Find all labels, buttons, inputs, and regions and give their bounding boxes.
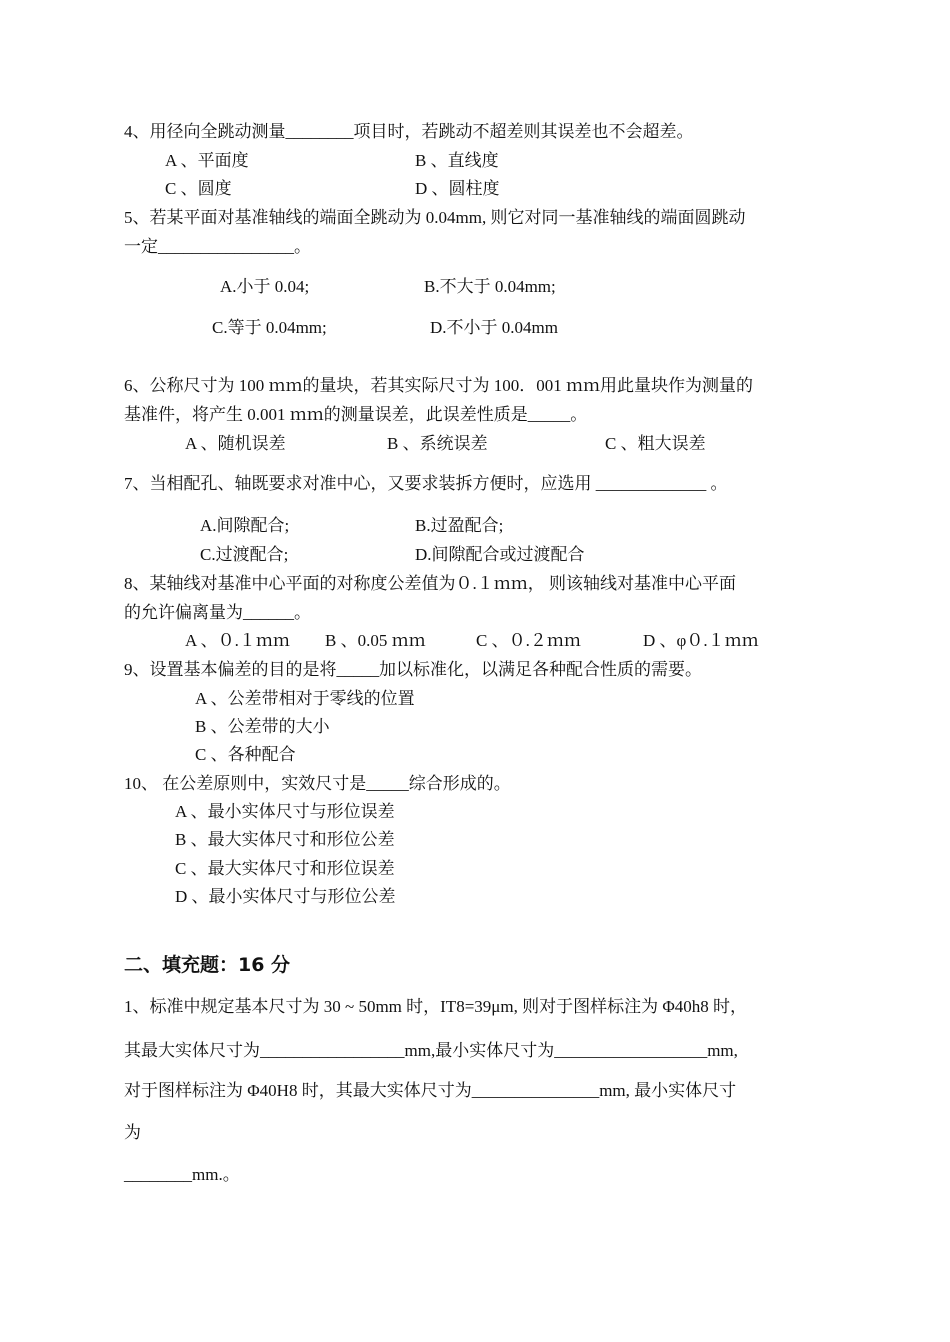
q9-stem: 9、设置基本偏差的目的是将_____加以标准化，以满足各种配合性质的需要。 bbox=[124, 660, 702, 679]
q7-option-b: B.过盈配合; bbox=[415, 516, 504, 535]
q5-stem-line1: 5、若某平面对基准轴线的端面全跳动为 0.04mm, 则它对同一基准轴线的端面圆跳动 bbox=[124, 208, 746, 227]
q5-option-c: C.等于 0.04mm; bbox=[212, 318, 327, 337]
q4-option-a: A 、平面度 bbox=[165, 151, 249, 170]
q4-option-c: C 、圆度 bbox=[165, 179, 232, 198]
fill-line-4: 为 bbox=[124, 1123, 141, 1142]
q6-option-b: B 、系统误差 bbox=[387, 434, 488, 453]
q4-option-b: B 、直线度 bbox=[415, 151, 499, 170]
q10-option-c: C 、最大实体尺寸和形位误差 bbox=[175, 859, 395, 878]
fill-line-3: 对于图样标注为 Φ40H8 时，其最大实体尺寸为_______________mm, 最小实体尺寸 bbox=[124, 1081, 737, 1100]
q8-option-b: B 、0.05 ｍｍ bbox=[325, 631, 426, 650]
q10-stem: 10、 在公差原则中，实效尺寸是_____综合形成的。 bbox=[124, 774, 511, 793]
q5-option-d: D.不小于 0.04mm bbox=[430, 318, 558, 337]
q7-option-d: D.间隙配合或过渡配合 bbox=[415, 545, 585, 564]
q8-option-d: D 、φ０.１ｍｍ bbox=[643, 631, 759, 650]
q4-option-d: D 、圆柱度 bbox=[415, 179, 500, 198]
fill-line-2: 其最大实体尺寸为_________________mm,最小实体尺寸为__________________mm, bbox=[124, 1041, 738, 1060]
q10-option-b: B 、最大实体尺寸和形位公差 bbox=[175, 830, 395, 849]
q7-option-a: A.间隙配合; bbox=[200, 516, 290, 535]
fill-line-5: ________mm.。 bbox=[124, 1165, 240, 1184]
q5-option-b: B.不大于 0.04mm; bbox=[424, 277, 556, 296]
q5-option-a: A.小于 0.04; bbox=[220, 277, 310, 296]
q6-stem-line1: 6、公称尺寸为 100 ｍｍ的量块，若其实际尺寸为 100．001 ｍｍ用此量块作为测量的 bbox=[124, 376, 753, 395]
q6-stem-line2: 基准件，将产生 0.001 ｍｍ的测量误差，此误差性质是_____。 bbox=[124, 405, 588, 424]
q5-stem-line2: 一定________________。 bbox=[124, 237, 311, 256]
q8-option-a: A 、０.１ｍｍ bbox=[185, 631, 290, 650]
q8-option-c: C 、０.２ｍｍ bbox=[476, 631, 581, 650]
q7-option-c: C.过渡配合; bbox=[200, 545, 289, 564]
q8-stem-line1: 8、某轴线对基准中心平面的对称度公差值为０.１ｍｍ， 则该轴线对基准中心平面 bbox=[124, 574, 736, 593]
section-heading: 二、填充题：16 分 bbox=[124, 954, 291, 976]
q9-option-c: C 、各种配合 bbox=[195, 745, 296, 764]
q6-option-c: C 、粗大误差 bbox=[605, 434, 706, 453]
q10-option-d: D 、最小实体尺寸与形位公差 bbox=[175, 887, 396, 906]
q7-stem: 7、当相配孔、轴既要求对准中心，又要求装拆方便时，应选用 _____________ 。 bbox=[124, 474, 728, 493]
q8-stem-line2: 的允许偏离量为______。 bbox=[124, 603, 311, 622]
q6-option-a: A 、随机误差 bbox=[185, 434, 286, 453]
q9-option-a: A 、公差带相对于零线的位置 bbox=[195, 689, 415, 708]
q10-option-a: A 、最小实体尺寸与形位误差 bbox=[175, 802, 395, 821]
fill-line-1: 1、标准中规定基本尺寸为 30 ~ 50mm 时，IT8=39μm, 则对于图样标注为 Φ40h8 时， bbox=[124, 997, 748, 1016]
q9-option-b: B 、公差带的大小 bbox=[195, 717, 330, 736]
q4-stem: 4、用径向全跳动测量________项目时，若跳动不超差则其误差也不会超差。 bbox=[124, 122, 694, 141]
